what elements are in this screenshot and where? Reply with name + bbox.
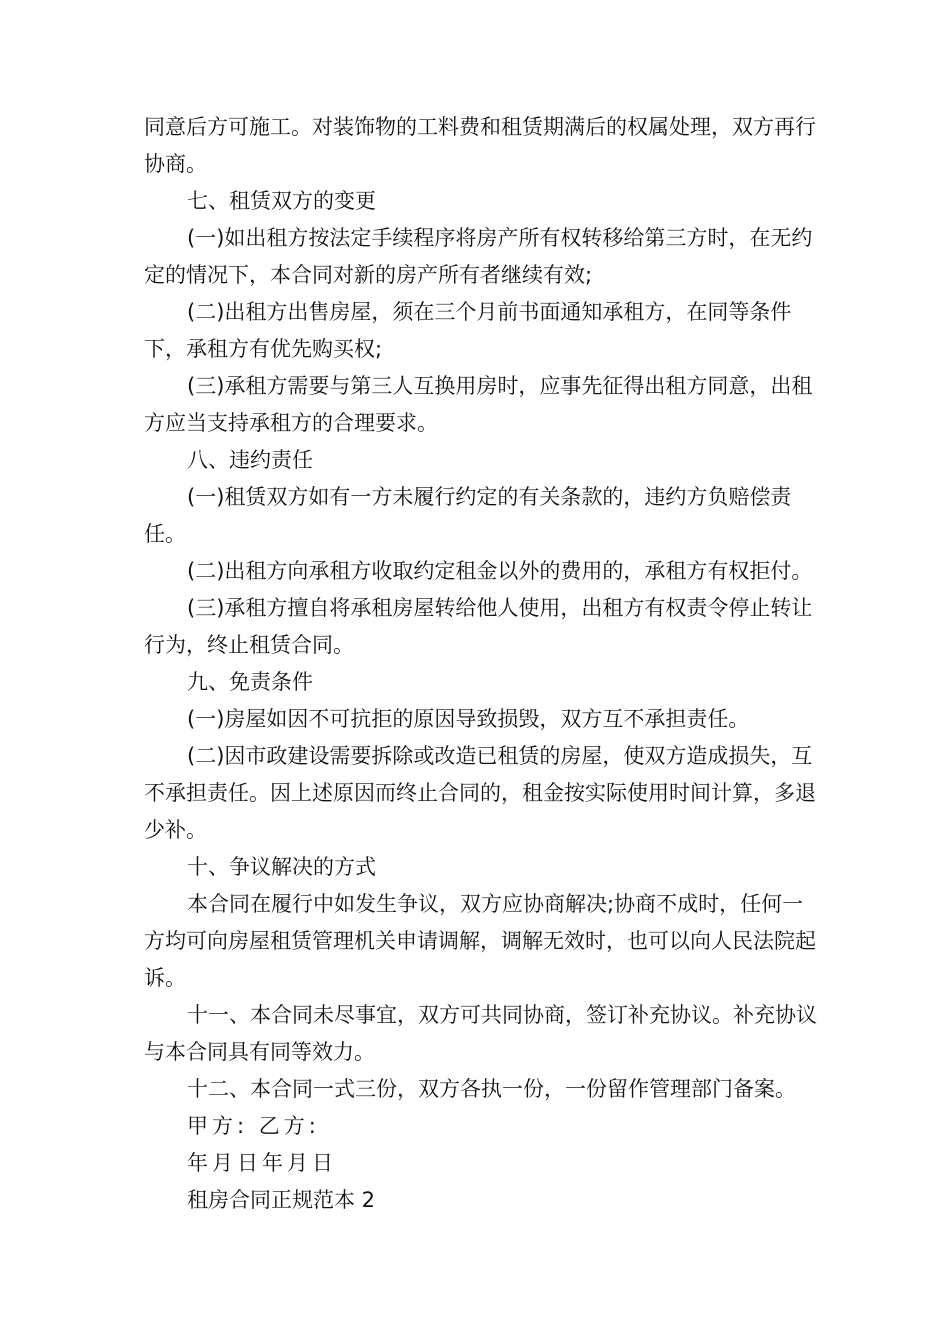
section-heading-8: 八、违约责任 — [187, 448, 313, 472]
clause-7-3: (三)承租方需要与第三人互换用房时，应事先征得出租方同意，出租方应当支持承租方的合理要求。 — [144, 374, 813, 435]
clause-9-2: (二)因市政建设需要拆除或改造已租赁的房屋，使双方造成损失，互不承担责任。因上述原因而终止合同的，租金按实际使用时间计算，多退少补。 — [144, 744, 816, 842]
clause-9-1: (一)房屋如因不可抗拒的原因导致损毁，双方互不承担责任。 — [187, 707, 750, 731]
section-12-copies: 十二、本合同一式三份，双方各执一份，一份留作管理部门备案。 — [187, 1077, 796, 1101]
clause-7-2: (二)出租方出售房屋，须在三个月前书面通知承租方，在同等条件下，承租方有优先购买权; — [144, 300, 792, 361]
clause-8-1: (一)租赁双方如有一方未履行约定的有关条款的，违约方负赔偿责任。 — [144, 485, 792, 546]
section-heading-7: 七、租赁双方的变更 — [187, 189, 376, 213]
clause-10-dispute: 本合同在履行中如发生争议，双方应协商解决;协商不成时，任何一方均可向房屋租赁管理机关申请调解，调解无效时，也可以向人民法院起诉。 — [144, 892, 816, 990]
signature-dates: 年月日年月日 — [187, 1151, 337, 1175]
next-document-title: 租房合同正规范本 2 — [187, 1188, 376, 1212]
section-11-supplement: 十一、本合同未尽事宜，双方可共同协商，签订补充协议。补充协议与本合同具有同等效力。 — [144, 1003, 817, 1064]
signature-parties: 甲方: 乙方: — [187, 1114, 320, 1138]
clause-7-1: (一)如出租方按法定手续程序将房产所有权转移给第三方时，在无约定的情况下，本合同对新的房产所有者继续有效; — [144, 226, 813, 287]
paragraph-construction-consent: 同意后方可施工。对装饰物的工料费和租赁期满后的权属处理，双方再行协商。 — [144, 115, 816, 176]
document-body — [144, 109, 824, 1219]
clause-8-3: (三)承租方擅自将承租房屋转给他人使用，出租方有权责令停止转让行为，终止租赁合同。 — [144, 596, 813, 657]
section-heading-10: 十、争议解决的方式 — [187, 855, 376, 879]
section-heading-9: 九、免责条件 — [187, 670, 313, 694]
clause-8-2: (二)出租方向承租方收取约定租金以外的费用的，承租方有权拒付。 — [187, 559, 813, 583]
